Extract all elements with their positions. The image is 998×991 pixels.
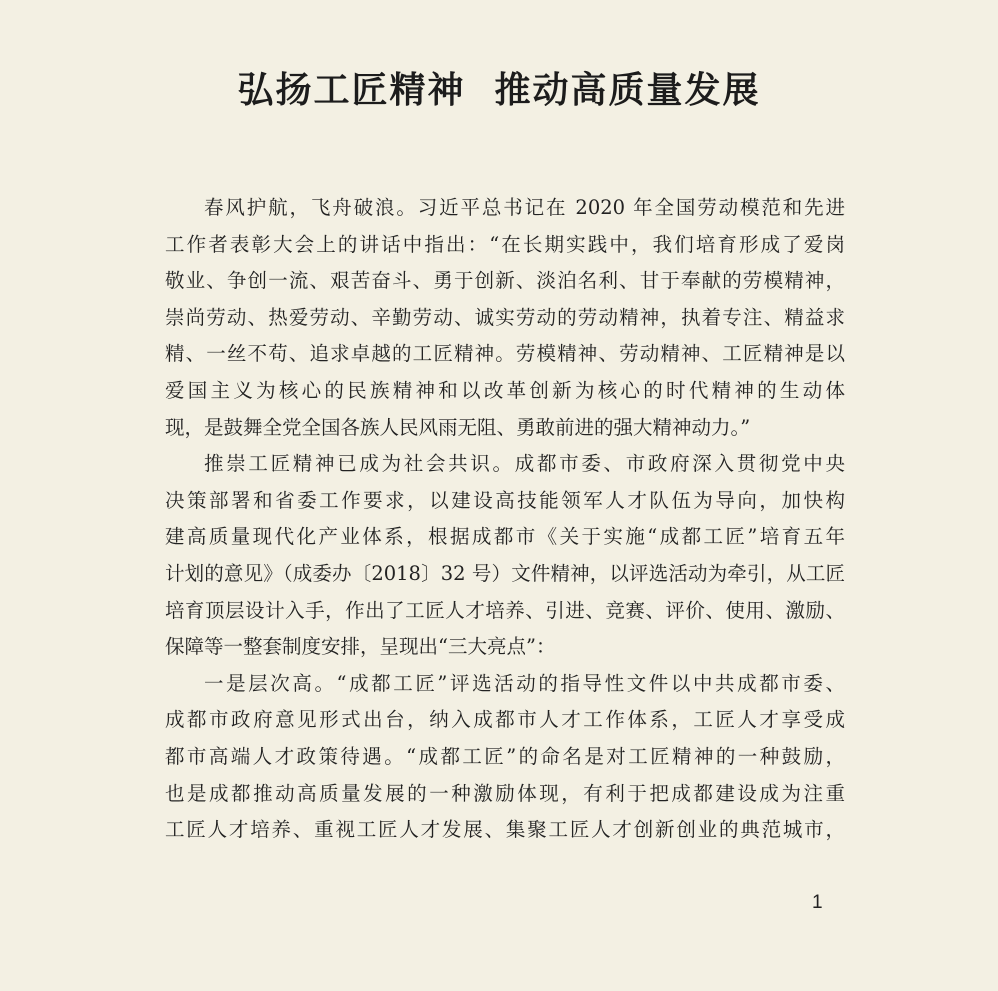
text-line: 现，是鼓舞全党全国各族人民风雨无阻、勇敢前进的强大精神动力。” [165,415,751,439]
text-line: 决策部署和省委工作要求，以建设高技能领军人才队伍为导向，加快构 [165,488,845,512]
text-line: 敬业、争创一流、艰苦奋斗、勇于创新、淡泊名利、甘于奉献的劳模精神， [165,269,845,293]
text-line: 爱国主义为核心的民族精神和以改革创新为核心的时代精神的生动体 [165,378,845,402]
text-line: 也是成都推动高质量发展的一种激励体现，有利于把成都建设成为注重 [165,781,845,805]
text-line: 春风护航，飞舟破浪。习近平总书记在 2020 年全国劳动模范和先进 [204,196,845,219]
page-title: 弘扬工匠精神 推动高质量发展 [237,70,761,111]
text-line: 工匠人才培养、重视工匠人才发展、集聚工匠人才创新创业的典范城市， [165,818,845,842]
text-line: 一是层次高。“成都工匠”评选活动的指导性文件以中共成都市委、 [204,671,845,695]
text-line: 建高质量现代化产业体系，根据成都市《关于实施“成都工匠”培育五年 [165,525,845,549]
page-number: 1 [812,892,823,913]
text-line: 推崇工匠精神已成为社会共识。成都市委、市政府深入贯彻党中央 [204,452,845,476]
text-line: 培育顶层设计入手，作出了工匠人才培养、引进、竞赛、评价、使用、激励、 [165,598,845,622]
text-line: 崇尚劳动、热爱劳动、辛勤劳动、诚实劳动的劳动精神，执着专注、精益求 [165,305,845,329]
text-line: 精、一丝不苟、追求卓越的工匠精神。劳模精神、劳动精神、工匠精神是以 [165,342,845,366]
text-line: 计划的意见》（成委办〔2018〕32 号）文件精神，以评选活动为牵引，从工匠 [165,561,845,585]
text-line: 都市高端人才政策待遇。“成都工匠”的命名是对工匠精神的一种鼓励， [165,744,845,768]
text-line: 工作者表彰大会上的讲话中指出：“在长期实践中，我们培育形成了爱岗 [165,232,845,256]
text-line: 成都市政府意见形式出台，纳入成都市人才工作体系，工匠人才享受成 [165,708,845,732]
article-body [165,190,845,849]
text-line: 保障等一整套制度安排，呈现出“三大亮点”： [165,635,556,659]
